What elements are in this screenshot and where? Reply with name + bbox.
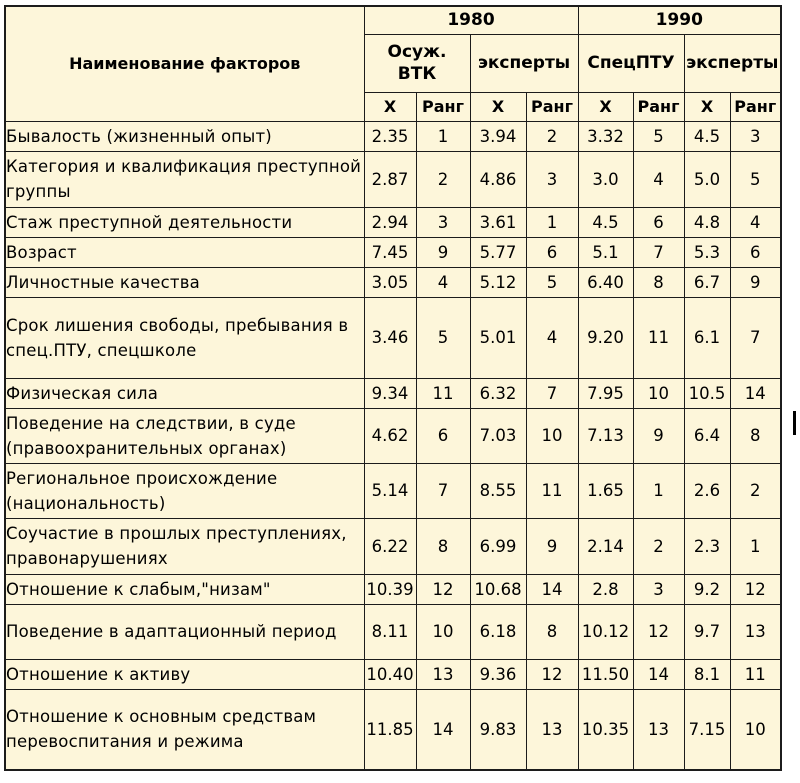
x-value-cell: 3.46 <box>364 297 416 378</box>
rank-cell: 7 <box>633 237 684 267</box>
rank-cell: 12 <box>416 574 470 604</box>
rank-cell: 10 <box>526 408 578 463</box>
rank-cell: 2 <box>416 151 470 207</box>
rank-cell: 11 <box>633 297 684 378</box>
rank-cell: 10 <box>633 378 684 408</box>
x-value-cell: 1.65 <box>578 463 633 518</box>
table-row <box>5 463 781 518</box>
x-value-cell: 9.20 <box>578 297 633 378</box>
rank-cell: 2 <box>633 518 684 574</box>
table-row <box>5 207 781 237</box>
factor-name: Региональное происхождение (национальность) <box>5 463 364 518</box>
x-value-cell: 4.86 <box>470 151 526 207</box>
table-row <box>5 689 781 770</box>
rank-cell: 4 <box>633 151 684 207</box>
x-value-cell: 9.83 <box>470 689 526 770</box>
factors-table <box>4 5 782 771</box>
x-value-cell: 4.5 <box>578 207 633 237</box>
rank-cell: 14 <box>526 574 578 604</box>
rank-cell: 9 <box>633 408 684 463</box>
table-row <box>5 518 781 574</box>
x-value-cell: 7.45 <box>364 237 416 267</box>
factor-name: Категория и квалификация преступной группы <box>5 151 364 207</box>
x-value-cell: 5.01 <box>470 297 526 378</box>
rank-cell: 1 <box>526 207 578 237</box>
x-value-cell: 10.40 <box>364 659 416 689</box>
rank-cell: 11 <box>526 463 578 518</box>
table-row <box>5 237 781 267</box>
rank-cell: 11 <box>730 659 781 689</box>
rank-cell: 1 <box>633 463 684 518</box>
rank-cell: 10 <box>416 604 470 659</box>
x-value-cell: 9.34 <box>364 378 416 408</box>
rank-cell: 6 <box>416 408 470 463</box>
factor-name: Соучастие в прошлых преступлениях, правонарушениях <box>5 518 364 574</box>
x-value-cell: 6.1 <box>684 297 730 378</box>
x-value-cell: 11.85 <box>364 689 416 770</box>
rank-cell: 2 <box>526 121 578 151</box>
factor-name: Отношение к основным средствам перевоспитания и режима <box>5 689 364 770</box>
x-value-cell: 3.61 <box>470 207 526 237</box>
x-value-cell: 4.62 <box>364 408 416 463</box>
table-body <box>5 121 781 770</box>
x-value-cell: 2.87 <box>364 151 416 207</box>
rank-cell: 13 <box>730 604 781 659</box>
rank-cell: 13 <box>526 689 578 770</box>
x-value-cell: 9.7 <box>684 604 730 659</box>
rank-cell: 6 <box>526 237 578 267</box>
x-value-cell: 5.3 <box>684 237 730 267</box>
x-value-cell: 3.94 <box>470 121 526 151</box>
rank-cell: 4 <box>730 207 781 237</box>
group-header-specptu: СпецПТУ <box>578 34 684 92</box>
factor-name: Поведение на следствии, в суде (правоохранительных органах) <box>5 408 364 463</box>
x-value-cell: 7.03 <box>470 408 526 463</box>
table-row <box>5 574 781 604</box>
x-value-cell: 8.11 <box>364 604 416 659</box>
rank-cell: 4 <box>416 267 470 297</box>
x-value-cell: 2.8 <box>578 574 633 604</box>
x-value-cell: 6.40 <box>578 267 633 297</box>
rank-cell: 11 <box>416 378 470 408</box>
table-row <box>5 297 781 378</box>
rank-cell: 5 <box>416 297 470 378</box>
sub-header-x: X <box>470 92 526 121</box>
x-value-cell: 10.5 <box>684 378 730 408</box>
rank-cell: 4 <box>526 297 578 378</box>
rank-cell: 12 <box>633 604 684 659</box>
x-value-cell: 4.8 <box>684 207 730 237</box>
table-row <box>5 408 781 463</box>
sub-header-rank: Ранг <box>526 92 578 121</box>
table-row <box>5 121 781 151</box>
factor-name: Бывалость (жизненный опыт) <box>5 121 364 151</box>
x-value-cell: 7.15 <box>684 689 730 770</box>
factor-name: Срок лишения свободы, пребывания в спец.ПТУ, спецшколе <box>5 297 364 378</box>
rank-cell: 1 <box>730 518 781 574</box>
x-value-cell: 2.14 <box>578 518 633 574</box>
x-value-cell: 6.99 <box>470 518 526 574</box>
rank-cell: 3 <box>633 574 684 604</box>
sub-header-rank: Ранг <box>730 92 781 121</box>
table-row <box>5 659 781 689</box>
rank-cell: 3 <box>416 207 470 237</box>
rank-cell: 8 <box>416 518 470 574</box>
factor-name: Отношение к активу <box>5 659 364 689</box>
x-value-cell: 9.36 <box>470 659 526 689</box>
factor-column-header: Наименование факторов <box>5 6 364 121</box>
x-value-cell: 6.22 <box>364 518 416 574</box>
factor-name: Поведение в адаптационный период <box>5 604 364 659</box>
rank-cell: 3 <box>526 151 578 207</box>
factor-name: Стаж преступной деятельности <box>5 207 364 237</box>
factor-name: Возраст <box>5 237 364 267</box>
x-value-cell: 8.1 <box>684 659 730 689</box>
rank-cell: 6 <box>730 237 781 267</box>
table-row <box>5 378 781 408</box>
sub-header-x: X <box>364 92 416 121</box>
rank-cell: 14 <box>633 659 684 689</box>
rank-cell: 9 <box>730 267 781 297</box>
rank-cell: 6 <box>633 207 684 237</box>
x-value-cell: 5.12 <box>470 267 526 297</box>
x-value-cell: 4.5 <box>684 121 730 151</box>
rank-cell: 9 <box>526 518 578 574</box>
x-value-cell: 8.55 <box>470 463 526 518</box>
x-value-cell: 5.0 <box>684 151 730 207</box>
x-value-cell: 2.6 <box>684 463 730 518</box>
year-1990-header: 1990 <box>578 6 781 34</box>
x-value-cell: 10.68 <box>470 574 526 604</box>
rank-cell: 12 <box>526 659 578 689</box>
sub-header-x: X <box>578 92 633 121</box>
group-header-experts-1980: эксперты <box>470 34 578 92</box>
rank-cell: 9 <box>416 237 470 267</box>
x-value-cell: 6.4 <box>684 408 730 463</box>
x-value-cell: 10.39 <box>364 574 416 604</box>
x-value-cell: 3.05 <box>364 267 416 297</box>
rank-cell: 10 <box>730 689 781 770</box>
x-value-cell: 9.2 <box>684 574 730 604</box>
x-value-cell: 7.95 <box>578 378 633 408</box>
rank-cell: 14 <box>730 378 781 408</box>
rank-cell: 7 <box>526 378 578 408</box>
rank-cell: 13 <box>633 689 684 770</box>
group-header-experts-1990: эксперты <box>684 34 781 92</box>
group-header-convicts: Осуж. ВТК <box>364 34 470 92</box>
rank-cell: 5 <box>730 151 781 207</box>
rank-cell: 5 <box>526 267 578 297</box>
x-value-cell: 3.32 <box>578 121 633 151</box>
x-value-cell: 2.35 <box>364 121 416 151</box>
x-value-cell: 10.12 <box>578 604 633 659</box>
x-value-cell: 10.35 <box>578 689 633 770</box>
table-row <box>5 604 781 659</box>
table-row <box>5 267 781 297</box>
rank-cell: 8 <box>526 604 578 659</box>
rank-cell: 7 <box>730 297 781 378</box>
table-row <box>5 151 781 207</box>
x-value-cell: 2.3 <box>684 518 730 574</box>
sub-header-x: X <box>684 92 730 121</box>
x-value-cell: 11.50 <box>578 659 633 689</box>
rank-cell: 12 <box>730 574 781 604</box>
x-value-cell: 6.18 <box>470 604 526 659</box>
x-value-cell: 3.0 <box>578 151 633 207</box>
rank-cell: 8 <box>730 408 781 463</box>
x-value-cell: 2.94 <box>364 207 416 237</box>
rank-cell: 8 <box>633 267 684 297</box>
rank-cell: 2 <box>730 463 781 518</box>
rank-cell: 7 <box>416 463 470 518</box>
rank-cell: 13 <box>416 659 470 689</box>
x-value-cell: 6.32 <box>470 378 526 408</box>
table-container <box>4 5 782 771</box>
rank-cell: 1 <box>416 121 470 151</box>
x-value-cell: 6.7 <box>684 267 730 297</box>
text-cursor-mark <box>793 411 796 435</box>
x-value-cell: 7.13 <box>578 408 633 463</box>
x-value-cell: 5.77 <box>470 237 526 267</box>
factor-name: Отношение к слабым,"низам" <box>5 574 364 604</box>
rank-cell: 3 <box>730 121 781 151</box>
rank-cell: 5 <box>633 121 684 151</box>
x-value-cell: 5.14 <box>364 463 416 518</box>
sub-header-rank: Ранг <box>633 92 684 121</box>
factor-name: Личностные качества <box>5 267 364 297</box>
sub-header-rank: Ранг <box>416 92 470 121</box>
x-value-cell: 5.1 <box>578 237 633 267</box>
rank-cell: 14 <box>416 689 470 770</box>
year-1980-header: 1980 <box>364 6 578 34</box>
factor-name: Физическая сила <box>5 378 364 408</box>
